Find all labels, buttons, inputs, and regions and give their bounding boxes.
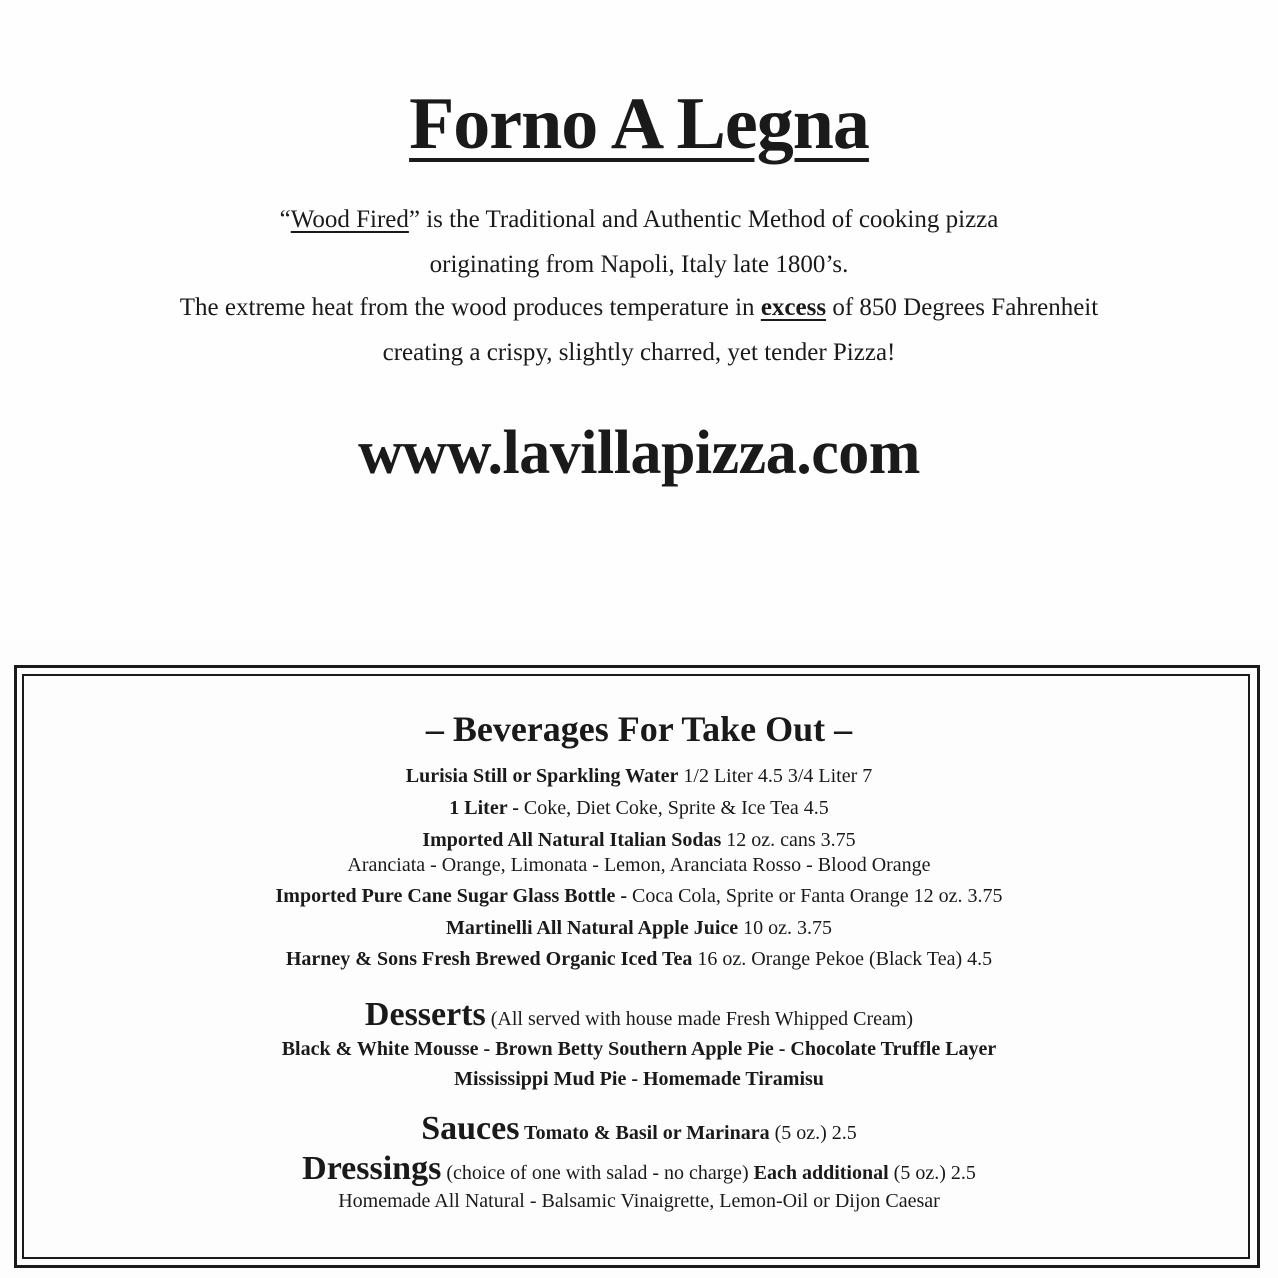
beverage-iced-tea: Harney & Sons Fresh Brewed Organic Iced Tea 16 oz. Orange Pekoe (Black Tea) 4.5 <box>285 948 993 970</box>
beverage-soda-flavors: Aranciata - Orange, Limonata - Lemon, Aranciata Rosso - Blood Orange <box>347 854 931 876</box>
beverage-glass-bottle: Imported Pure Cane Sugar Glass Bottle - Coca Cola, Sprite or Fanta Orange 12 oz. 3.75 <box>275 885 1003 907</box>
desserts-heading: Desserts <box>364 996 486 1033</box>
dressings-line: Dressings (choice of one with salad - no charge) Each additional (5 oz.) 2.5 <box>302 1150 976 1187</box>
sauces-line: Sauces Tomato & Basil or Marinara (5 oz.) 2.5 <box>421 1110 857 1147</box>
desserts-list-1: Black & White Mousse - Brown Betty Southern Apple Pie - Chocolate Truffle Layer <box>281 1038 997 1060</box>
intro-line-2: originating from Napoli, Italy late 1800’s. <box>429 251 849 278</box>
sauces-heading: Sauces <box>421 1110 520 1147</box>
beverage-sodas: Imported All Natural Italian Sodas 12 oz. cans 3.75 <box>422 829 856 851</box>
desserts-list-2: Mississippi Mud Pie - Homemade Tiramisu <box>454 1068 824 1090</box>
beverage-liter: 1 Liter - Coke, Diet Coke, Sprite & Ice Tea 4.5 <box>449 797 829 819</box>
desserts-heading-line: Desserts (All served with house made Fresh Whipped Cream) <box>364 996 914 1033</box>
beverage-apple-juice: Martinelli All Natural Apple Juice 10 oz. 3.75 <box>445 917 833 939</box>
intro-line-4: creating a crispy, slightly charred, yet tender Pizza! <box>382 339 896 366</box>
website-url: www.lavillapizza.com <box>358 419 920 487</box>
excess-emphasis: excess <box>760 294 827 321</box>
wood-fired-term: Wood Fired <box>290 206 409 233</box>
dressings-heading: Dressings <box>302 1150 442 1187</box>
beverage-water: Lurisia Still or Sparkling Water 1/2 Liter 4.5 3/4 Liter 7 <box>405 765 873 787</box>
dressings-list: Homemade All Natural - Balsamic Vinaigrette, Lemon-Oil or Dijon Caesar <box>338 1190 940 1212</box>
page-title: Forno A Legna <box>409 83 869 165</box>
intro-line-1: “Wood Fired” is the Traditional and Authentic Method of cooking pizza <box>279 206 999 233</box>
beverages-heading: – Beverages For Take Out – <box>425 709 853 749</box>
intro-line-3: The extreme heat from the wood produces temperature in excess of 850 Degrees Fahrenheit <box>179 294 1099 321</box>
